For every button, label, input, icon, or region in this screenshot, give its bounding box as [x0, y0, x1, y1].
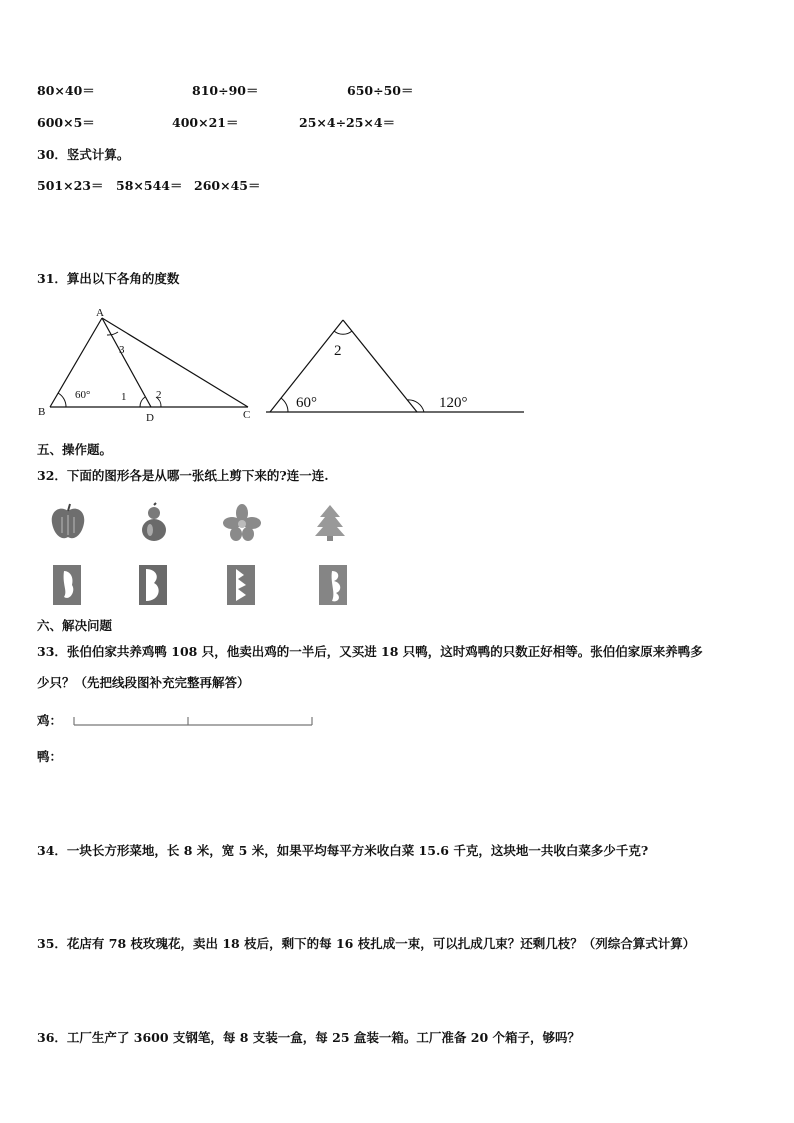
- question-35: 35．花店有 78 枝玫瑰花，卖出 18 枝后，剩下的每 16 枝扎成一束，可以扎成几束？还剩几枝？（列综合算式计算）: [37, 936, 696, 951]
- vertex-label-a: A: [96, 307, 104, 319]
- triangle-abc-figure: [30, 307, 290, 424]
- angle-label-60: 60°: [296, 395, 317, 411]
- question-34: 34．一块长方形菜地，长 8 米，宽 5 米，如果平均每平方米收白菜 15.6 千克，这块地一共收白菜多少千克?: [37, 843, 649, 858]
- section-5-heading: 五、操作题。: [37, 442, 113, 457]
- calc-item: 80×40＝: [37, 83, 95, 98]
- calc-item: 650÷50＝: [347, 83, 414, 98]
- vertical-calc-item: 58×544＝: [116, 178, 183, 193]
- angle-label-60: 60°: [75, 389, 91, 401]
- angle-label-3: 3: [119, 344, 125, 356]
- chicken-label: 鸡：: [37, 713, 63, 728]
- question-31-title: 31．算出以下各角的度数: [37, 271, 180, 286]
- cut-paper-1-icon: [50, 563, 84, 607]
- question-30-title: 30．竖式计算。: [37, 147, 130, 162]
- question-33-line2: 少只？（先把线段图补充完整再解答）: [37, 675, 250, 690]
- duck-label: 鸭：: [37, 749, 63, 764]
- angle-label-2: 2: [156, 389, 162, 401]
- gourd-shape-icon: [136, 503, 172, 543]
- cut-paper-3-icon: [224, 563, 258, 607]
- question-36: 36．工厂生产了 3600 支钢笔，每 8 支装一盒，每 25 盒装一箱。工厂准备 20 个箱子，够吗？: [37, 1030, 580, 1045]
- calc-item: 25×4÷25×4＝: [299, 115, 396, 130]
- angle-label-1: 1: [121, 391, 127, 403]
- vertical-calc-item: 501×23＝: [37, 178, 104, 193]
- section-6-heading: 六、解决问题: [37, 618, 113, 633]
- tree-shape-icon: [312, 503, 348, 543]
- vertex-label-c: C: [243, 409, 251, 421]
- angle-label-2: 2: [334, 343, 342, 359]
- calc-item: 810÷90＝: [192, 83, 259, 98]
- vertical-calc-item: 260×45＝: [194, 178, 261, 193]
- triangle-exterior-angle-figure: [262, 310, 532, 420]
- vertex-label-b: B: [38, 406, 46, 418]
- calc-item: 600×5＝: [37, 115, 95, 130]
- question-32-title: 32．下面的图形各是从哪一张纸上剪下来的?连一连.: [37, 468, 329, 483]
- angle-label-120: 120°: [439, 395, 468, 411]
- chicken-segment-diagram: [70, 712, 320, 732]
- vertex-label-d: D: [146, 412, 154, 424]
- flower-shape-icon: [222, 503, 262, 543]
- cut-paper-2-icon: [136, 563, 170, 607]
- apple-shape-icon: [50, 503, 86, 543]
- cut-paper-4-icon: [316, 563, 350, 607]
- question-33-line1: 33．张伯伯家共养鸡鸭 108 只，他卖出鸡的一半后，又买进 18 只鸭，这时鸡鸭的只数正好相等。张伯伯家原来养鸭多: [37, 644, 703, 659]
- calc-item: 400×21＝: [172, 115, 239, 130]
